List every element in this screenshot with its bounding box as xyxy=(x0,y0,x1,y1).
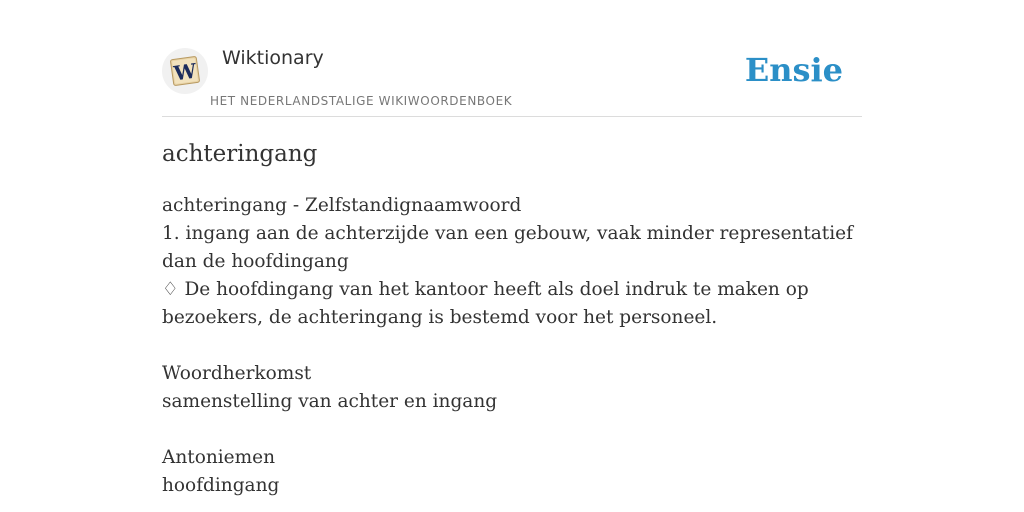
antonyms-heading: Antoniemen xyxy=(162,447,276,468)
site-header xyxy=(162,40,862,117)
definition: 1. ingang aan de achterzijde van een gebouw, vaak minder representatief dan de hoofdingang xyxy=(162,223,853,272)
wiktionary-tile-icon xyxy=(168,54,202,88)
site-subtitle: HET NEDERLANDSTALIGE WIKIWOORDENBOEK xyxy=(210,94,513,108)
site-name[interactable]: Wiktionary xyxy=(222,47,324,69)
part-of-speech-line: achteringang - Zelfstandignaamwoord xyxy=(162,195,522,216)
etymology-text: samenstelling van achter en ingang xyxy=(162,391,498,412)
logo-letter: W xyxy=(172,58,198,86)
ensie-brand-link[interactable]: Ensie xyxy=(744,51,843,89)
example-sentence: ♢ De hoofdingang van het kantoor heeft als doel indruk te maken op bezoekers, de achteringang is bestemd voor het personeel. xyxy=(162,279,809,328)
spacer xyxy=(162,332,862,360)
wiktionary-logo-icon[interactable] xyxy=(162,48,208,94)
antonyms-text: hoofdingang xyxy=(162,475,280,496)
entry-content xyxy=(162,192,862,500)
etymology-heading: Woordherkomst xyxy=(162,363,312,384)
page-title: achteringang xyxy=(162,141,318,167)
spacer xyxy=(162,416,862,444)
